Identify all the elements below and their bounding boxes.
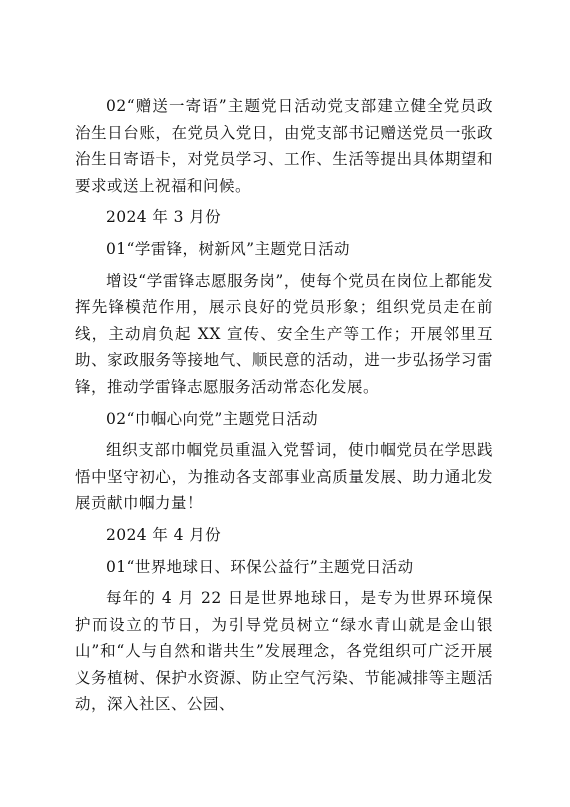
- paragraph-women-oath: 组织支部巾帼党员重温入党誓词，使巾帼党员在学思践悟中坚守初心，为推动各支部事业高质量发展、助力通北发展贡献巾帼力量！: [75, 441, 493, 513]
- document-body: [75, 93, 493, 718]
- paragraph-birthday-greeting: 02“赠送一寄语”主题党日活动党支部建立健全党员政治生日台账，在党员入党日，由党支部书记赠送党员一张政治生日寄语卡，对党员学习、工作、生活等提出具体期望和要求或送上祝福和问候。: [75, 97, 493, 195]
- paragraph-earth-day: 每年的 4 月 22 日是世界地球日，是专为世界环境保护而设立的节日，为引导党员树立“绿水青山就是金山银山”和“人与自然和谐共生”发展理念，各党组织可广泛开展义务植树、保护水资源、防止空气污染、节能减排等主题活动，深入社区、公园、: [75, 589, 493, 714]
- heading-april-2024: 2024 年 4 月份: [106, 525, 221, 544]
- heading-march-2024: 2024 年 3 月份: [106, 208, 221, 227]
- heading-learn-leifeng: 01“学雷锋，树新风”主题党日活动: [106, 239, 350, 258]
- heading-earth-day: 01“世界地球日、环保公益行”主题党日活动: [106, 557, 414, 576]
- heading-women-heart-party: 02“巾帼心向党”主题党日活动: [106, 409, 319, 428]
- paragraph-leifeng-volunteer: 增设“学雷锋志愿服务岗”，使每个党员在岗位上都能发挥先锋模范作用，展示良好的党员形象；组织党员走在前线，主动肩负起 XX 宣传、安全生产等工作；开展邻里互助、家政服务等接地气、顺民意的活动，进一步弘扬学习雷锋，推动学雷锋志愿服务活动常态化发展。: [75, 271, 493, 396]
